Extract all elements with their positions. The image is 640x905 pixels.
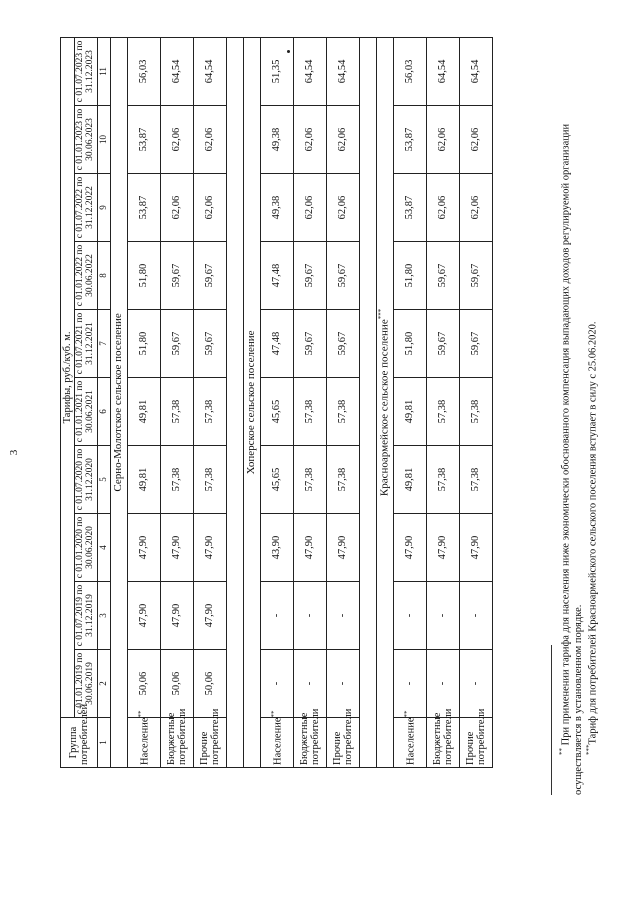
column-number: 8: [97, 242, 110, 310]
tariff-value: 53,87: [127, 106, 160, 174]
column-number: 6: [97, 378, 110, 446]
tariff-value: 50,06: [127, 650, 160, 718]
tariff-value: 51,80: [127, 242, 160, 310]
period-header: с 01.07.2019 по 31.12.2019: [75, 582, 98, 650]
tariff-value: 47,90: [127, 582, 160, 650]
column-number: 5: [97, 446, 110, 514]
period-header: с 01.01.2020 по 30.06.2020: [75, 514, 98, 582]
tariff-value: -: [459, 650, 492, 718]
section-title: [243, 37, 260, 767]
table-row: [459, 37, 492, 767]
tariff-value: 47,90: [459, 514, 492, 582]
consumer-group: [260, 710, 293, 768]
table-row: [260, 37, 293, 767]
period-header: с 01.01.2023 по 30.06.2023: [75, 106, 98, 174]
tariff-value: 51,35: [260, 37, 293, 105]
column-number: 9: [97, 174, 110, 242]
tariff-value: -: [393, 582, 426, 650]
footnote-1: [558, 50, 585, 795]
tariff-value: -: [260, 582, 293, 650]
tariff-value: 43,90: [260, 514, 293, 582]
section-title-text: Хоперское сельское поселение: [245, 330, 258, 475]
consumer-group-label: Население: [139, 717, 151, 765]
tariff-value: 51,80: [127, 310, 160, 378]
tariff-value: 57,38: [426, 378, 459, 446]
section-title-row: [243, 37, 260, 767]
gap-cell: [359, 37, 376, 767]
gap-cell: [226, 37, 243, 767]
tariff-value: 57,38: [459, 378, 492, 446]
column-number: 10: [97, 106, 110, 174]
tariff-value: 64,54: [160, 37, 193, 105]
tariff-value: 64,54: [459, 37, 492, 105]
tariff-value: 47,48: [260, 242, 293, 310]
tariff-table: [60, 37, 493, 768]
tariff-value: 45,65: [260, 446, 293, 514]
tariff-value: 57,38: [293, 446, 326, 514]
tariff-value: -: [459, 582, 492, 650]
table-row: [193, 37, 226, 767]
tariff-value: 57,38: [326, 378, 359, 446]
tariff-value: 59,67: [326, 310, 359, 378]
tariff-value: 53,87: [393, 106, 426, 174]
tariff-value: 49,38: [260, 106, 293, 174]
tariff-value: 57,38: [160, 446, 193, 514]
consumer-group-label: Население: [405, 717, 417, 765]
table-row: [127, 37, 160, 767]
column-number: 1: [97, 718, 110, 768]
tariff-value: 59,67: [459, 242, 492, 310]
consumer-group: [193, 708, 226, 768]
tariff-value: 64,54: [193, 37, 226, 105]
section-title: [110, 37, 127, 767]
footnote-2-text: Тариф для потребителей Красноармейского сельского поселения вступает в силу с 25.06.2020.: [587, 321, 599, 745]
table-row: [326, 37, 359, 767]
tariff-value: 62,06: [160, 106, 193, 174]
tariff-value: 51,80: [393, 310, 426, 378]
tariff-value: 47,90: [127, 514, 160, 582]
tariff-value: 57,38: [459, 446, 492, 514]
tariff-value: 62,06: [459, 106, 492, 174]
tariff-value: 62,06: [293, 106, 326, 174]
tariff-value: 59,67: [426, 310, 459, 378]
section-title-mark: ***: [377, 308, 386, 320]
footnotes: [558, 50, 599, 795]
tariff-value: 62,06: [426, 106, 459, 174]
table-row: [426, 37, 459, 767]
tariff-value: 51,80: [393, 242, 426, 310]
tariff-value: 49,81: [127, 446, 160, 514]
tariff-value: 47,90: [293, 514, 326, 582]
tariff-value: 62,06: [193, 106, 226, 174]
tariff-value: 62,06: [160, 174, 193, 242]
tariff-value: 56,03: [393, 37, 426, 105]
consumer-group-label: Прочие потребители: [464, 708, 487, 765]
tariff-value: 57,38: [193, 446, 226, 514]
footnote-2: [585, 50, 600, 795]
period-header: с 01.01.2022 по 30.06.2022: [75, 242, 98, 310]
footnote-rule: [551, 645, 552, 795]
tariff-value: 47,90: [160, 582, 193, 650]
section-title: [376, 37, 393, 767]
section-title-text: Красноармейское сельское поселение: [379, 319, 391, 497]
period-header: с 01.07.2022 по 31.12.2022: [75, 174, 98, 242]
tariff-value: 49,38: [260, 174, 293, 242]
tariff-value: 64,54: [293, 37, 326, 105]
period-header: с 01.07.2023 по 31.12.2023: [75, 37, 98, 105]
consumer-group: [459, 708, 492, 768]
tariff-value: 59,67: [426, 242, 459, 310]
tariff-value: 53,87: [127, 174, 160, 242]
tariff-value: -: [260, 650, 293, 718]
tariff-value: 59,67: [160, 310, 193, 378]
footnote-mark: **: [136, 710, 145, 718]
period-header: с 01.01.2021 по 30.06.2021: [75, 378, 98, 446]
section-gap: [226, 37, 243, 767]
tariff-value: 62,06: [326, 106, 359, 174]
tariff-value: 64,54: [326, 37, 359, 105]
tariff-value: 49,81: [393, 446, 426, 514]
page-number: 3: [8, 449, 20, 456]
tariff-value: 62,06: [459, 174, 492, 242]
column-numbers-row: [97, 37, 110, 767]
scan-speck: [287, 50, 290, 53]
tariff-value: 47,90: [193, 582, 226, 650]
tariff-value: 57,38: [193, 378, 226, 446]
column-number: 2: [97, 650, 110, 718]
table-row: [160, 37, 193, 767]
tariff-value: -: [426, 650, 459, 718]
section-title-row: [110, 37, 127, 767]
tariff-value: 59,67: [193, 310, 226, 378]
tariff-value: 59,67: [293, 310, 326, 378]
column-number: 3: [97, 582, 110, 650]
tariff-value: 50,06: [193, 650, 226, 718]
tariff-value: -: [426, 582, 459, 650]
tariff-value: 45,65: [260, 378, 293, 446]
table-row: [393, 37, 426, 767]
consumer-group: [393, 710, 426, 768]
tariff-value: 50,06: [160, 650, 193, 718]
consumer-group-label: Прочие потребители: [198, 708, 221, 765]
consumer-group: [326, 708, 359, 768]
consumer-group-label: Бюджетные потребители: [298, 708, 321, 765]
tariff-value: 47,90: [193, 514, 226, 582]
group-header: Группа потребителей: [61, 718, 98, 768]
footnote-mark: **: [402, 710, 411, 718]
consumer-group: [426, 708, 459, 768]
tariff-value: 47,90: [393, 514, 426, 582]
tariff-value: 59,67: [459, 310, 492, 378]
tariff-value: 62,06: [293, 174, 326, 242]
tariff-value: -: [326, 582, 359, 650]
tariff-value: -: [326, 650, 359, 718]
consumer-group-label: Население: [272, 717, 284, 765]
period-header: с 01.07.2020 по 31.12.2020: [75, 446, 98, 514]
periods-row: [75, 37, 98, 767]
consumer-group: [160, 708, 193, 768]
table-header-row: [61, 37, 75, 767]
tariff-value: 49,81: [393, 378, 426, 446]
period-header: с 01.01.2019 по 30.06.2019: [75, 650, 98, 718]
section-gap: [359, 37, 376, 767]
tariff-value: 62,06: [426, 174, 459, 242]
tariff-header: Тарифы, руб./куб. м.: [61, 37, 75, 717]
section-title-text: Серно-Молотское сельское поселение: [112, 313, 125, 492]
tariff-value: 57,38: [326, 446, 359, 514]
footnote-1-text: При применении тарифа для населения ниже экономически обоснованного компенсация выпадающих доходов регулируемой организации осуществляется в установленном порядке.: [560, 123, 584, 795]
tariff-value: 62,06: [326, 174, 359, 242]
tariff-value: 59,67: [326, 242, 359, 310]
tariff-value: 57,38: [160, 378, 193, 446]
tariff-value: 59,67: [160, 242, 193, 310]
tariff-value: 62,06: [193, 174, 226, 242]
tariff-value: -: [293, 582, 326, 650]
column-number: 11: [97, 37, 110, 105]
tariff-value: 53,87: [393, 174, 426, 242]
column-number: 4: [97, 514, 110, 582]
tariff-value: -: [293, 650, 326, 718]
tariff-value: 47,48: [260, 310, 293, 378]
section-title-row: [376, 37, 393, 767]
tariff-value: 59,67: [293, 242, 326, 310]
tariff-value: 59,67: [193, 242, 226, 310]
tariff-value: 49,81: [127, 378, 160, 446]
tariff-value: 56,03: [127, 37, 160, 105]
tariff-value: 47,90: [160, 514, 193, 582]
consumer-group-label: Прочие потребители: [331, 708, 354, 765]
tariff-value: 64,54: [426, 37, 459, 105]
footnote-mark: **: [269, 710, 278, 718]
consumer-group-label: Бюджетные потребители: [431, 708, 454, 765]
tariff-value: 57,38: [293, 378, 326, 446]
consumer-group: [127, 710, 160, 768]
footnote-2-mark: ***: [584, 744, 593, 755]
consumer-group: [293, 708, 326, 768]
consumer-group-label: Бюджетные потребители: [165, 708, 188, 765]
tariff-value: 57,38: [426, 446, 459, 514]
period-header: с 01.07.2021 по 31.12.2021: [75, 310, 98, 378]
tariff-value: 47,90: [326, 514, 359, 582]
table-row: [293, 37, 326, 767]
tariff-value: -: [393, 650, 426, 718]
tariff-value: 47,90: [426, 514, 459, 582]
column-number: 7: [97, 310, 110, 378]
footnote-1-mark: **: [558, 748, 566, 755]
